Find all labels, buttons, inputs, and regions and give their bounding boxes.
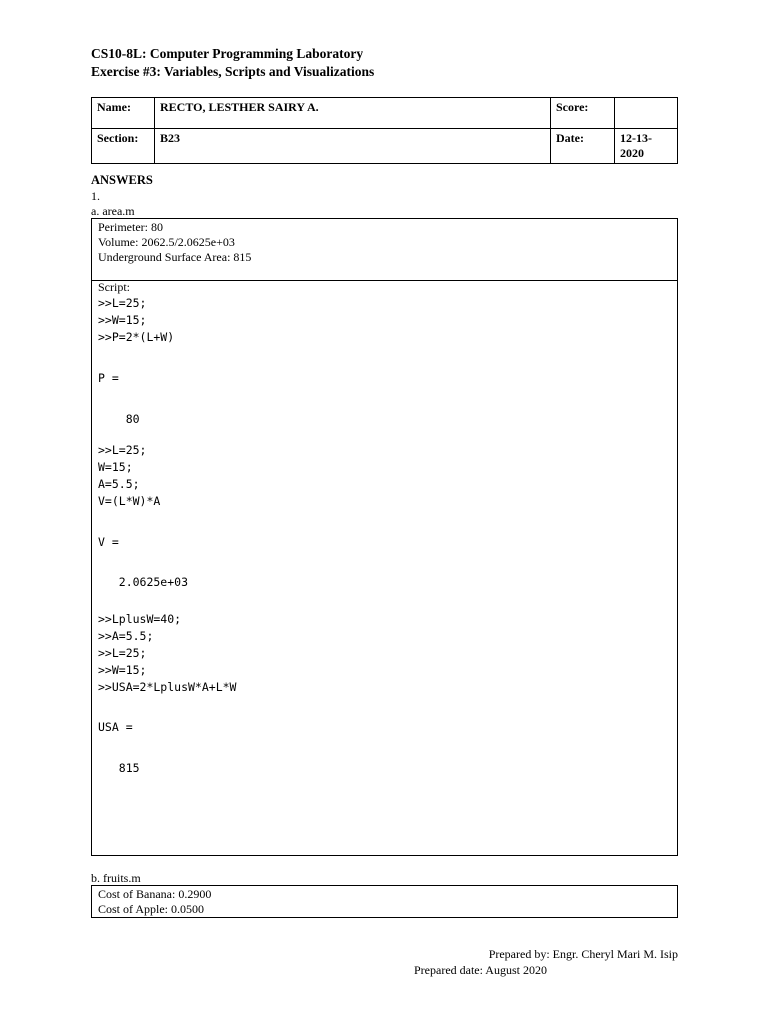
code-output: 2.0625e+03 bbox=[98, 575, 189, 589]
code-line: >>P=2*(L+W) bbox=[98, 330, 175, 344]
code-output: 815 bbox=[98, 761, 140, 775]
code-line: >>L=25; bbox=[98, 443, 147, 457]
code-output: P = bbox=[98, 371, 119, 385]
prepared-by: Prepared by: Engr. Cheryl Mari M. Isip bbox=[488, 947, 678, 961]
prepared-date: Prepared date: August 2020 bbox=[414, 963, 547, 977]
code-output: USA = bbox=[98, 720, 133, 734]
result-apple: Cost of Apple: 0.0500 bbox=[98, 902, 205, 916]
fruits-file-label: b. fruits.m bbox=[91, 871, 141, 885]
date-cell bbox=[615, 129, 678, 164]
result-perimeter: Perimeter: 80 bbox=[98, 220, 163, 234]
code-line: >>L=25; bbox=[98, 296, 147, 310]
code-line: >>USA=2*LplusW*A+L*W bbox=[98, 680, 237, 694]
name-value: RECTO, LESTHER SAIRY A. bbox=[155, 98, 551, 129]
result-usa: Underground Surface Area: 815 bbox=[98, 250, 252, 264]
code-line: >>W=15; bbox=[98, 663, 147, 677]
area-file-label: a. area.m bbox=[91, 204, 135, 218]
code-line: A=5.5; bbox=[98, 477, 140, 491]
student-info-table bbox=[91, 97, 678, 164]
code-output: V = bbox=[98, 535, 119, 549]
code-output: 80 bbox=[98, 412, 140, 426]
area-results-box bbox=[91, 218, 678, 281]
section-label: Section: bbox=[92, 129, 155, 164]
answers-heading: ANSWERS bbox=[91, 173, 153, 187]
code-line: >>A=5.5; bbox=[98, 629, 154, 643]
course-title: CS10-8L: Computer Programming Laboratory bbox=[91, 46, 364, 61]
section-value: B23 bbox=[155, 129, 551, 164]
code-line: >>L=25; bbox=[98, 646, 147, 660]
date-value: 12-13-2020 bbox=[620, 131, 652, 160]
exercise-title: Exercise #3: Variables, Scripts and Visualizations bbox=[91, 64, 375, 79]
code-line: V=(L*W)*A bbox=[98, 494, 161, 508]
fruits-results-box bbox=[91, 885, 678, 918]
score-label: Score: bbox=[551, 98, 615, 129]
date-label: Date: bbox=[551, 129, 615, 164]
name-label: Name: bbox=[92, 98, 155, 129]
code-line: W=15; bbox=[98, 460, 133, 474]
code-line: >>W=15; bbox=[98, 313, 147, 327]
script-box bbox=[91, 279, 678, 856]
result-banana: Cost of Banana: 0.2900 bbox=[98, 887, 212, 901]
script-label: Script: bbox=[98, 280, 130, 294]
result-volume: Volume: 2062.5/2.0625e+03 bbox=[98, 235, 235, 249]
question-number: 1. bbox=[91, 189, 100, 203]
score-value bbox=[615, 98, 678, 129]
code-line: >>LplusW=40; bbox=[98, 612, 182, 626]
